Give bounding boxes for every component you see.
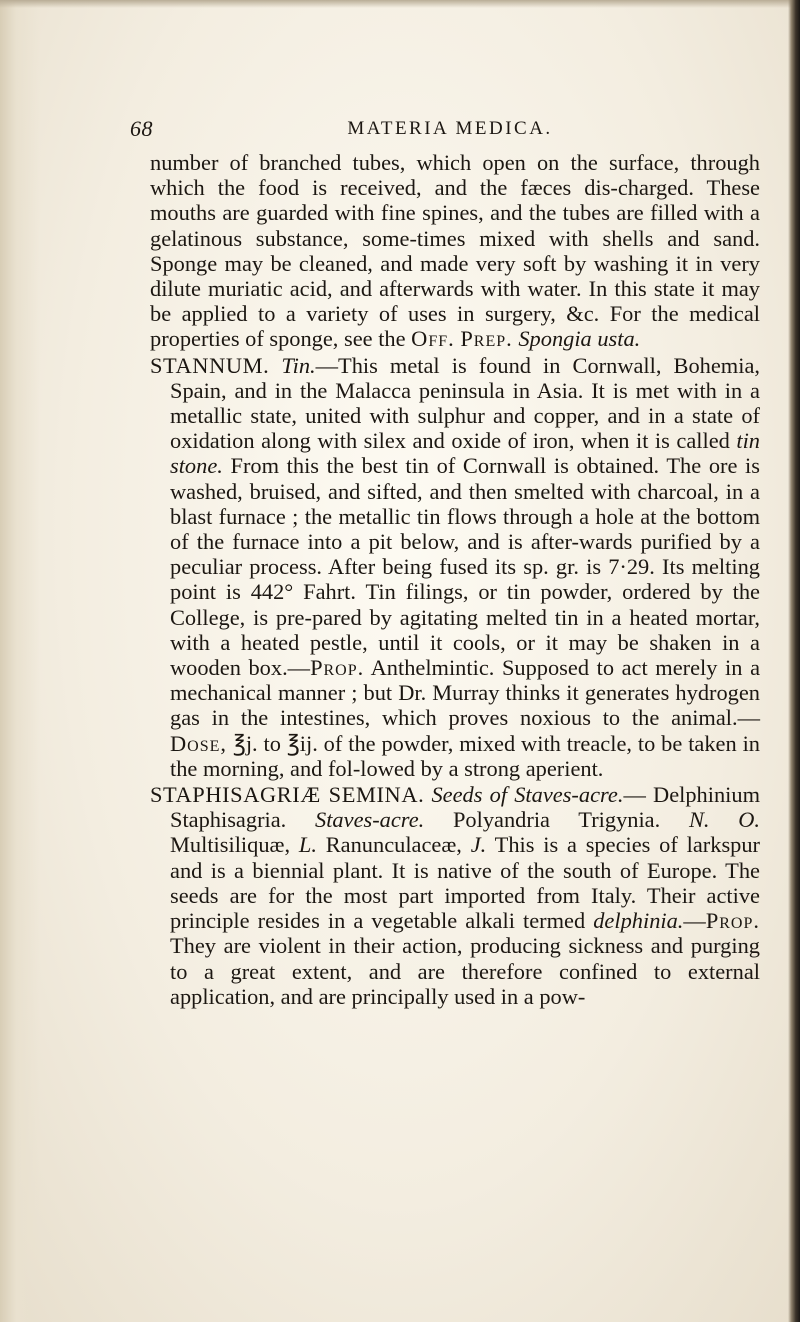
staves-acre-name: Staves-acre.	[315, 807, 425, 833]
page-header	[130, 116, 750, 146]
dose-label: Dose,	[170, 730, 227, 756]
spongia-usta-reference: Spongia usta.	[518, 326, 641, 352]
running-title: MATERIA MEDICA.	[347, 118, 553, 139]
page-number: 68	[130, 116, 153, 141]
linnaeus-abbrev: L.	[298, 832, 317, 858]
page-top-edge	[0, 0, 800, 8]
off-abbreviation: Off.	[411, 326, 455, 352]
paragraph-text: number of branched tubes, which open on the surface, through which the food is received, and the fæces dis-charged. These mouths are guarded with fine spines, and the tubes are filled with a gelatinous substance, some-times mixed with shells and sand. Sponge may be cleaned, and made very soft by washing it in very dilute muriatic acid, and afterwards with water. In this state it may be applied to a variety of uses in surgery, &c. For the medical properties of sponge, see the	[150, 150, 760, 352]
page-right-edge	[788, 0, 800, 1322]
paragraph-sponge-continued	[150, 150, 760, 352]
delphinia-term: delphinia.	[593, 908, 684, 934]
entry-english-name: Tin.	[281, 352, 316, 378]
entry-headword: STAPHISAGRIÆ SEMINA.	[150, 782, 425, 808]
jussieu-abbrev: J.	[470, 832, 487, 858]
entry-staphisagriae: STAPHISAGRIÆ SEMINA. Seeds of Staves-acre.— Delphinium Staphisagria. Staves-acre. Polyandria Trigynia. N. O. Multisiliquæ, L. Ranunculaceæ, J. This is a species of larkspur and is a biennial plant. It is native of the south of Europe. The seeds are for the most part imported from Italy. Their active principle resides in a vegetable alkali termed delphinia.—Prop. They are violent in their action, producing sickness and purging to a great extent, and are therefore confined to external application, and are principally used in a pow-	[150, 782, 760, 1009]
entry-headword: STANNUM.	[150, 352, 270, 378]
prop-label: Prop.	[310, 655, 365, 681]
natural-order-abbrev: N. O.	[688, 807, 760, 833]
tin-stone-term: tin stone.	[170, 428, 760, 479]
prop-label: Prop.	[705, 908, 760, 934]
prep-abbreviation: Prep.	[460, 326, 513, 352]
entry-stannum: STANNUM. Tin.—This metal is found in Cornwall, Bohemia, Spain, and in the Malacca peninsula in Asia. It is met with in a metallic state, united with sulphur and copper, and in a state of oxidation along with silex and oxide of iron, when it is called tin stone. From this the best tin of Cornwall is obtained. The ore is washed, bruised, and sifted, and then smelted with charcoal, in a blast furnace ; the metallic tin flows through a hole at the bottom of the furnace into a pit below, and is after-wards purified by a peculiar process. After being fused its sp. gr. is 7·29. Its melting point is 442° Fahrt. Tin filings, or tin powder, ordered by the College, is pre-pared by agitating melted tin in a heated mortar, with a heated pestle, until it cools, or it may be shaken in a wooden box.—Prop. Anthelmintic. Supposed to act merely in a mechanical manner ; but Dr. Murray thinks it generates hydrogen gas in the intestines, which proves noxious to the animal.—Dose, ℥j. to ℥ij. of the powder, mixed with treacle, to be taken in the morning, and fol-lowed by a strong aperient.	[150, 352, 761, 781]
binding-gutter	[0, 0, 40, 1322]
page-body	[150, 150, 760, 1009]
entry-english-name: Seeds of Staves-acre.	[431, 782, 624, 808]
